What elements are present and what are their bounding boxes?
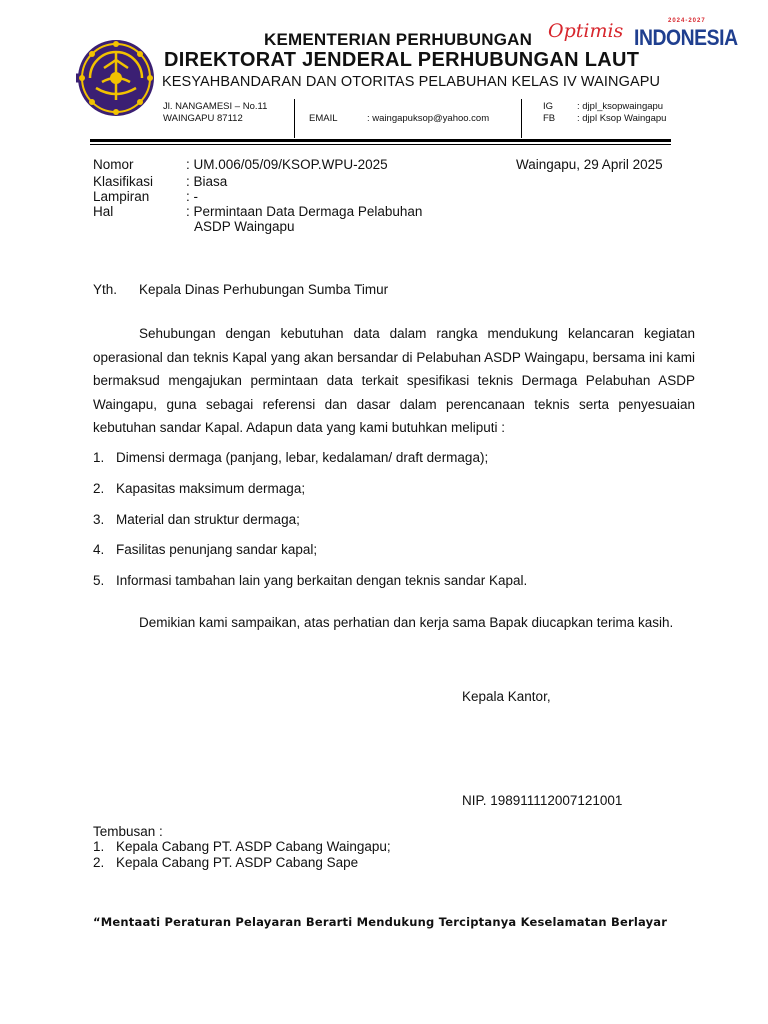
list-item-text: Material dan struktur dermaga; <box>116 512 300 527</box>
list-item-number: 2. <box>93 481 105 496</box>
ministry-logo-icon <box>76 38 156 118</box>
list-item-text: Informasi tambahan lain yang berkaitan dengan teknis sandar Kapal. <box>116 573 528 588</box>
body-paragraph-text: Sehubungan dengan kebutuhan data dalam rangka mendukung kelancaran kegiatan operasional dan teknis Kapal yang akan bersandar di Pelabuhan ASDP Waingapu, bersama ini kami bermaksud mengajukan permintaan data terkait spesifikasi teknis Dermaga Pelabuhan ASDP Waingapu, guna sebagai referensi dan dasar dalam perencanaan teknis serta penyesuaian kebutuhan sandar Kapal. Adapun data yang kami butuhkan meliputi : <box>93 326 695 435</box>
tembusan-item-text: Kepala Cabang PT. ASDP Cabang Waingapu; <box>116 839 391 854</box>
footer-motto: “Mentaati Peraturan Pelayaran Berarti Mendukung Terciptanya Keselamatan Berlayar <box>93 915 668 929</box>
lampiran-label: Lampiran <box>93 189 150 204</box>
header-rule-thick <box>90 139 671 142</box>
tembusan-item-text: Kepala Cabang PT. ASDP Cabang Sape <box>116 855 359 870</box>
ig-label: IG <box>543 101 554 112</box>
list-item <box>93 542 317 557</box>
email-label: EMAIL <box>309 113 338 124</box>
tembusan-item-number: 1. <box>93 839 105 854</box>
list-item <box>93 450 488 465</box>
letter-date: Waingapu, 29 April 2025 <box>516 157 663 172</box>
signature-title: Kepala Kantor, <box>462 689 551 704</box>
body-paragraph <box>93 322 695 440</box>
list-item <box>93 512 300 527</box>
tembusan-item <box>93 839 391 854</box>
yth-label: Yth. <box>93 282 118 297</box>
header-rule-thin <box>90 144 671 145</box>
closing-paragraph <box>93 615 689 631</box>
list-item-number: 3. <box>93 512 105 527</box>
list-item-text: Kapasitas maksimum dermaga; <box>116 481 306 496</box>
nomor-value: : UM.006/05/09/KSOP.WPU-2025 <box>186 157 388 172</box>
list-item-number: 5. <box>93 573 105 588</box>
tembusan-item-number: 2. <box>93 855 105 870</box>
hal-value-line-2: ASDP Waingapu <box>194 219 295 234</box>
directorate-name: DIREKTORAT JENDERAL PERHUBUNGAN LAUT <box>164 49 640 71</box>
brand-word: INDONESIA <box>634 25 738 50</box>
address-line-2: WAINGAPU 87112 <box>163 113 243 124</box>
closing-text: Demikian kami sampaikan, atas perhatian dan kerja sama Bapak diucapkan terima kasih. <box>139 615 674 630</box>
divider <box>294 99 295 138</box>
ig-value: : djpl_ksopwaingapu <box>577 101 664 112</box>
address-line-1: Jl. NANGAMESI – No.11 <box>163 101 268 112</box>
email-value: : waingapuksop@yahoo.com <box>367 113 490 124</box>
hal-label: Hal <box>93 204 114 219</box>
fb-label: FB <box>543 113 556 124</box>
tembusan-item <box>93 855 358 870</box>
list-item <box>93 481 305 496</box>
divider <box>521 99 522 138</box>
list-item <box>93 573 527 588</box>
list-item-text: Dimensi dermaga (panjang, lebar, kedalaman/ draft dermaga); <box>116 450 489 465</box>
klasifikasi-label: Klasifikasi <box>93 174 154 189</box>
brand-years: 2024-2027 <box>668 18 706 24</box>
office-name: KESYAHBANDARAN DAN OTORITAS PELABUHAN KELAS IV WAINGAPU <box>162 74 661 90</box>
lampiran-value: : - <box>186 189 198 204</box>
fb-value: : djpl Ksop Waingapu <box>577 113 667 124</box>
nomor-label: Nomor <box>93 157 134 172</box>
list-item-number: 1. <box>93 450 105 465</box>
hal-value-line-1: : Permintaan Data Dermaga Pelabuhan <box>186 204 423 219</box>
list-item-text: Fasilitas penunjang sandar kapal; <box>116 542 318 557</box>
klasifikasi-value: : Biasa <box>186 174 228 189</box>
list-item-number: 4. <box>93 542 105 557</box>
optimis-indonesia-logo <box>548 18 738 58</box>
tembusan-label: Tembusan : <box>93 824 163 839</box>
recipient-name: Kepala Dinas Perhubungan Sumba Timur <box>139 282 389 297</box>
brand-script: Optimis <box>548 20 624 42</box>
signature-nip: NIP. 198911112007121001 <box>462 793 623 808</box>
ministry-name: KEMENTERIAN PERHUBUNGAN <box>264 30 533 49</box>
